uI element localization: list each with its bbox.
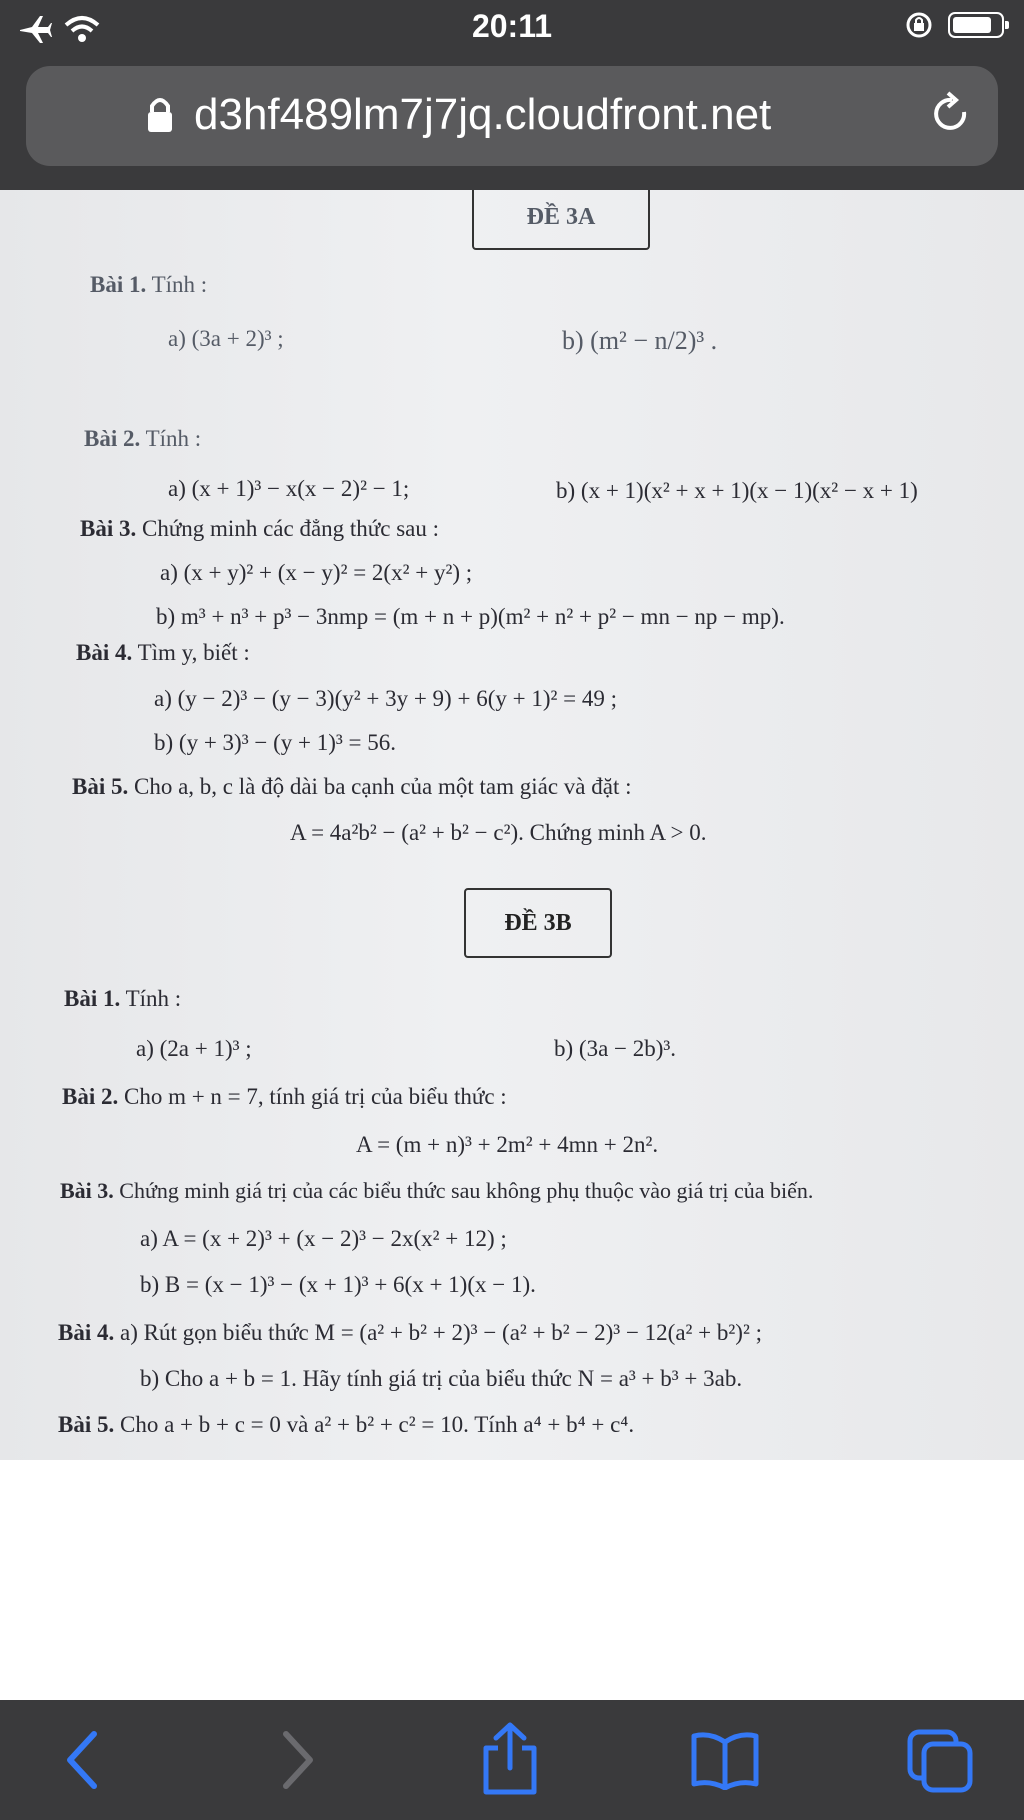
de3b-bai1-b: b) (3a − 2b)³. [554, 1036, 677, 1061]
de3b-bai5-label: Bài 5. [58, 1412, 115, 1437]
blank-area [0, 1460, 1024, 1700]
de3b-bai3-b: b) B = (x − 1)³ − (x + 1)³ + 6(x + 1)(x − 1). [140, 1272, 536, 1297]
de3a-bai2 [84, 426, 201, 452]
de3a-bai2-a: a) (x + 1)³ − x(x − 2)² − 1; [168, 476, 410, 501]
de3b-bai2-label: Bài 2. [62, 1084, 119, 1109]
back-icon[interactable] [60, 1728, 104, 1792]
de3b-bai1-label: Bài 1. [64, 986, 121, 1011]
de3a-bai4-label: Bài 4. [76, 640, 133, 665]
de3a-bai4-text: Tìm y, biết : [137, 640, 250, 665]
battery-icon [948, 12, 1004, 38]
browser-address-area [0, 56, 1024, 190]
de3a-bai2-label: Bài 2. [84, 426, 141, 451]
forward-icon[interactable] [276, 1728, 320, 1792]
de3b-bai2-text: Cho m + n = 7, tính giá trị của biểu thức : [123, 1084, 507, 1109]
status-right [904, 10, 1004, 40]
de3a-bai2-text: Tính : [145, 426, 202, 451]
de3a-bai3-text: Chứng minh các đẳng thức sau : [141, 516, 440, 541]
address-bar[interactable] [26, 66, 998, 166]
de3a-bai5-expr: A = 4a²b² − (a² + b² − c²). Chứng minh A > 0. [290, 820, 707, 845]
de-3b-heading: ĐỀ 3B [464, 888, 612, 958]
de3a-bai3-b: b) m³ + n³ + p³ − 3nmp = (m + n + p)(m² + n² + p² − mn − np − mp). [156, 604, 785, 629]
de3a-bai3-a: a) (x + y)² + (x − y)² = 2(x² + y²) ; [160, 560, 473, 585]
worksheet-photo [0, 190, 1024, 1460]
de3b-bai2 [62, 1084, 507, 1110]
de3a-bai4 [76, 640, 250, 666]
de3b-bai4-a: a) Rút gọn biểu thức M = (a² + b² + 2)³ − (a² + b² − 2)³ − 12(a² + b²)² ; [119, 1320, 762, 1345]
status-bar [0, 0, 1024, 56]
de3b-bai2-expr: A = (m + n)³ + 2m² + 4mn + 2n². [356, 1132, 659, 1157]
de3b-bai3-label: Bài 3. [60, 1178, 114, 1203]
url-text: d3hf489lm7j7jq.cloudfront.net [194, 90, 772, 139]
de3b-bai4 [58, 1320, 762, 1346]
de3b-bai3-text: Chứng minh giá trị của các biểu thức sau không phụ thuộc vào giá trị của biến. [119, 1178, 814, 1203]
de3a-bai5 [72, 774, 632, 800]
de3b-bai4-label: Bài 4. [58, 1320, 115, 1345]
de3a-bai4-b: b) (y + 3)³ − (y + 1)³ = 56. [154, 730, 396, 755]
de3b-bai5 [58, 1412, 634, 1438]
de-3a-heading: ĐỀ 3A [472, 190, 650, 250]
de3a-bai2-b: b) (x + 1)(x² + x + 1)(x − 1)(x² − x + 1) [556, 478, 918, 503]
status-time: 20:11 [471, 8, 553, 44]
lock-icon [146, 96, 174, 134]
bookmarks-icon[interactable] [690, 1730, 760, 1790]
de3b-bai3-a: a) A = (x + 2)³ + (x − 2)³ − 2x(x² + 12) ; [140, 1226, 507, 1251]
de3b-bai3 [60, 1178, 813, 1204]
de3a-bai4-a: a) (y − 2)³ − (y − 3)(y² + 3y + 9) + 6(y + 1)² = 49 ; [154, 686, 617, 711]
de3a-bai3-label: Bài 3. [80, 516, 137, 541]
de3b-bai5-text: Cho a + b + c = 0 và a² + b² + c² = 10. Tính a⁴ + b⁴ + c⁴. [119, 1412, 635, 1437]
orientation-lock-icon [904, 10, 934, 40]
tabs-icon[interactable] [906, 1728, 976, 1794]
de3a-bai1-text: Tính : [151, 272, 208, 297]
de3a-bai5-label: Bài 5. [72, 774, 129, 799]
de3a-bai5-text: Cho a, b, c là độ dài ba cạnh của một tam giác và đặt : [133, 774, 632, 799]
de3a-bai1-label: Bài 1. [90, 272, 147, 297]
de3a-bai1-a: a) (3a + 2)³ ; [168, 326, 284, 351]
de3a-bai1-b: b) (m² − n/2)³ . [562, 326, 718, 355]
de3a-bai3 [80, 516, 439, 542]
share-icon[interactable] [480, 1722, 540, 1796]
de3a-bai1 [90, 272, 207, 298]
de3b-bai1-text: Tính : [125, 986, 182, 1011]
de3b-bai1 [64, 986, 181, 1012]
reload-icon[interactable] [928, 90, 976, 142]
browser-toolbar [0, 1700, 1024, 1820]
de3b-bai4-b: b) Cho a + b = 1. Hãy tính giá trị của biểu thức N = a³ + b³ + 3ab. [140, 1366, 743, 1391]
de3b-bai1-a: a) (2a + 1)³ ; [136, 1036, 252, 1061]
